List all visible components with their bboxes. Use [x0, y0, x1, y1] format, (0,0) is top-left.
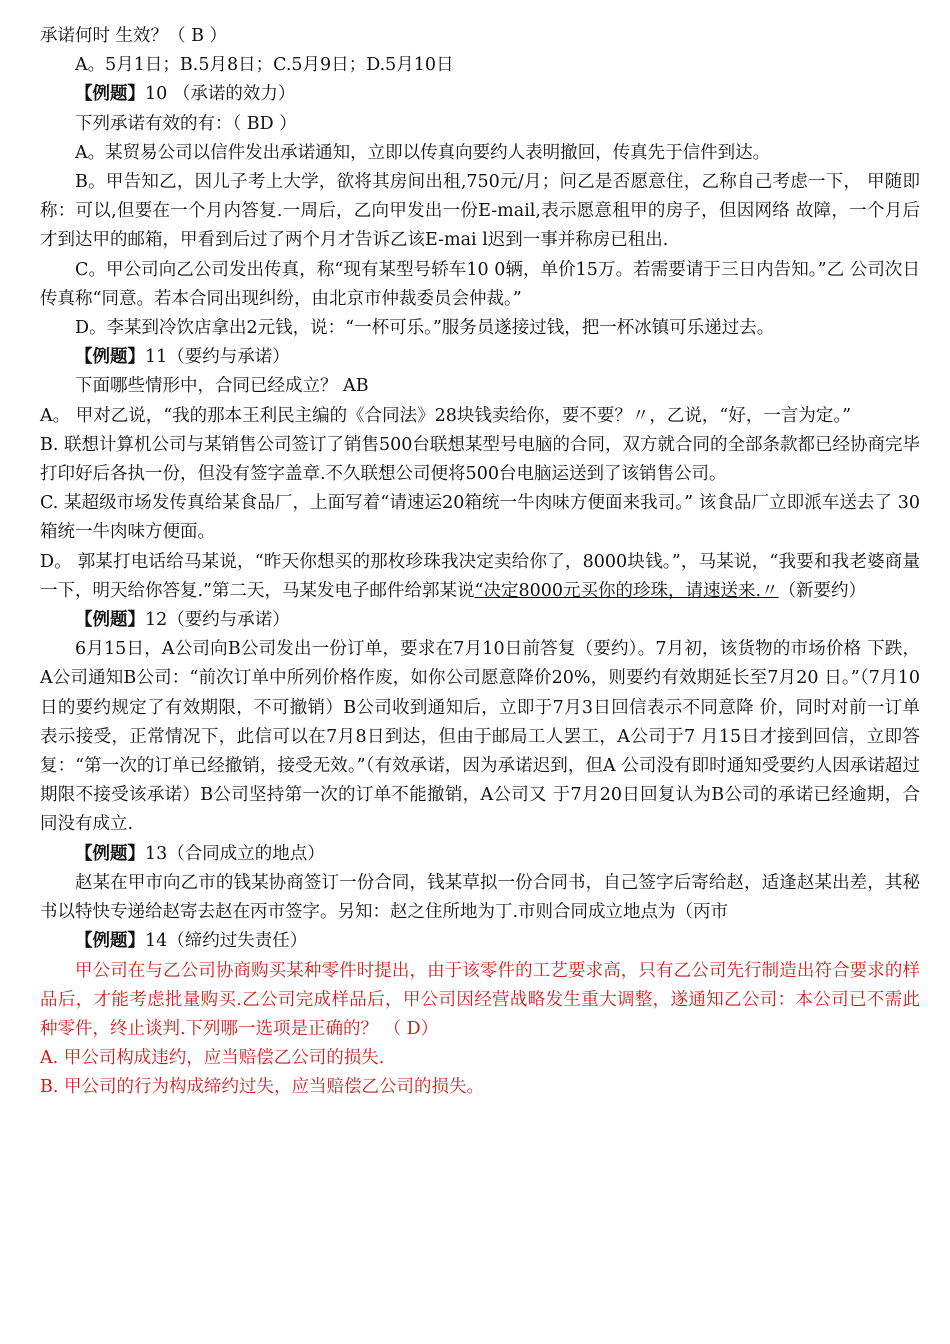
- example-title: 11（要约与承诺）: [145, 347, 290, 368]
- option-d-text: D。 郭某打电话给马某说，“昨天你想买的那枚珍珠我决定卖给你了，8000块钱。”，马某说，“我要和我老婆商量一下，明天给你答复.”第二天，马某发电子邮件给郭某说: [40, 551, 920, 601]
- option-c: C. 某超级市场发传真给某食品厂，上面写着“请速运20箱统一牛肉味方便面来我司。” 该食品厂立即派车送去了 30箱统一牛肉味方便面。: [40, 493, 920, 543]
- example-title: 12（要约与承诺）: [145, 610, 290, 631]
- option-b: B。甲告知乙，因儿子考上大学，欲将其房间出租,750元/月；问乙是否愿意住，乙称自己考虑一下， 甲随即称：可以,但要在一个月内答复.一周后，乙向甲发出一份E-mail,表示愿意租甲的房子，但因网络 故障，一个月后才到达甲的邮箱，甲看到后过了两个月才告诉乙该E-mai l迟到一事并称房已租出.: [40, 172, 920, 251]
- option-b-red: B. 甲公司的行为构成缔约过失，应当赔偿乙公司的损失。: [40, 1077, 484, 1098]
- example-heading-14: [40, 927, 920, 956]
- case-text: 赵某在甲市向乙市的钱某协商签订一份合同，钱某草拟一份合同书，自己签字后寄给赵，适逢赵某出差，其秘书以特快专递给赵寄去赵在丙市签字。另知：赵之住所地为丁.市则合同成立地点为（丙市: [40, 872, 920, 923]
- example-heading-11: [40, 343, 920, 372]
- answer-options: A。5月1日；B.5月8日；C.5月9日；D.5月10日: [75, 55, 454, 76]
- question-text: 承诺何时 生效？（ B ）: [40, 26, 228, 46]
- example-title: 13（合同成立的地点）: [145, 843, 325, 864]
- example-heading-13: [40, 840, 920, 869]
- example-title: 14（缔约过失责任）: [145, 931, 308, 952]
- note: （新要约）: [778, 580, 867, 601]
- question-text: 下面哪些情形中，合同已经成立？ AB: [75, 376, 369, 397]
- option-a: A。 甲对乙说，“我的那本王利民主编的《合同法》28块钱卖给你，要不要？〃，乙说，“好，一言为定。”: [40, 405, 852, 426]
- example-heading-12: [40, 606, 920, 635]
- example-tag: 【例题】: [75, 347, 145, 368]
- case-text-red: 甲公司在与乙公司协商购买某种零件时提出，由于该零件的工艺要求高，只有乙公司先行制造出符合要求的样品后，才能考虑批量购买.乙公司完成样品后，甲公司因经营战略发生重大调整，遂通知乙公司：本公司已不需此种零件，终止谈判.下列哪一选项是正确的？ （ D）: [40, 960, 920, 1039]
- example-tag: 【例题】: [75, 84, 145, 105]
- case-text: 6月15日，A公司向B公司发出一份订单，要求在7月10日前答复（要约）。7月初，该货物的市场价格 下跌，A公司通知B公司：“前次订单中所列价格作废，如你公司愿意降价20%，则要约有效期延长至7月20 日。”（7月10日的要约规定了有效期限，不可撤销）B公司收到通知后，立即于7月3日回信表示不同意降 价，同时对前一订单表示接受，正常情况下，此信可以在7月8日到达，但由于邮局工人罢工，A公司于7 月15日才接到回信，立即答复：“第一次的订单已经撤销，接受无效。”（有效承诺，因为承诺迟到，但A 公司没有即时通知受要约人因承诺超过期限不接受该承诺）B公司坚持第一次的订单不能撤销，A公司又 于7月20日回复认为B公司的承诺已经逾期，合同没有成立.: [40, 639, 920, 835]
- example-title: 10 （承诺的效力）: [145, 84, 296, 105]
- example-tag: 【例题】: [75, 610, 145, 631]
- example-heading-10: [40, 80, 920, 109]
- underlined-quote: “决定8000元买你的珍珠，请速送来.〃: [474, 580, 779, 601]
- example-tag: 【例题】: [75, 931, 145, 952]
- option-c: C。甲公司向乙公司发出传真，称“现有某型号轿车10 0辆，单价15万。若需要请于三日内告知。”乙 公司次日传真称“同意。若本合同出现纠纷，由北京市仲裁委员会仲裁。”: [40, 259, 920, 309]
- option-d: D。李某到冷饮店拿出2元钱，说：“一杯可乐。”服务员遂接过钱，把一杯冰镇可乐递过去。: [75, 318, 775, 339]
- option-a: A。某贸易公司以信件发出承诺通知，立即以传真向要约人表明撤回，传真先于信件到达。: [75, 142, 771, 163]
- option-a-red: A. 甲公司构成违约，应当赔偿乙公司的损失.: [40, 1048, 385, 1069]
- document-page: [40, 22, 920, 1103]
- option-b: B. 联想计算机公司与某销售公司签订了销售500台联想某型号电脑的合同，双方就合同的全部条款都已经协商完毕打印好后各执一份，但没有签字盖章.不久联想公司便将500台电脑运送到了该销售公司。: [40, 434, 920, 485]
- option-d: [40, 548, 920, 606]
- example-tag: 【例题】: [75, 843, 145, 864]
- question-text: 下列承诺有效的有：（ BD ）: [75, 113, 297, 134]
